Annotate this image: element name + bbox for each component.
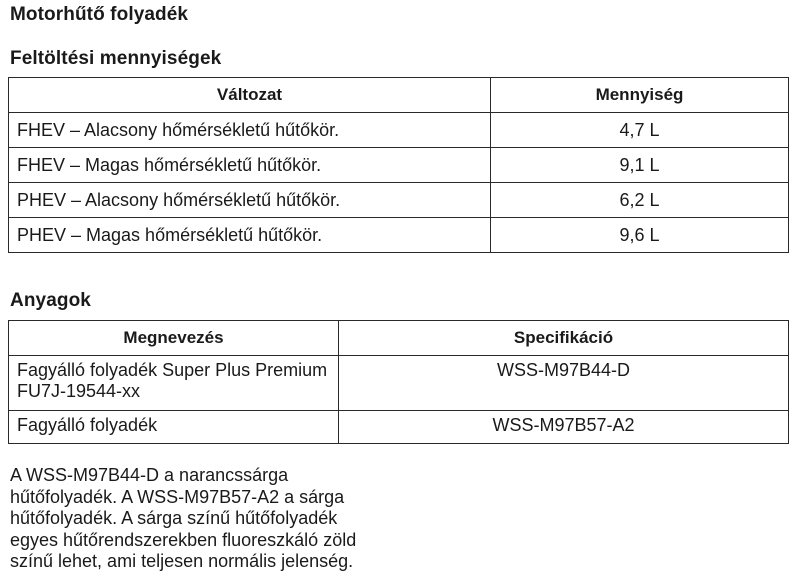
- column-header-name: Megnevezés: [9, 321, 339, 356]
- material-part-number: FU7J-19544-xx: [17, 381, 141, 401]
- table-row: [9, 183, 789, 218]
- material-name-line: Fagyálló folyadék: [17, 415, 158, 435]
- variant-cell: PHEV – Alacsony hőmérsékletű hűtőkör.: [9, 183, 491, 218]
- materials-heading: Anyagok: [10, 290, 91, 311]
- note-line: színű lehet, ami teljesen normális jelenség.: [10, 551, 354, 571]
- table-header-row: [9, 78, 789, 113]
- note-line: egyes hűtőrendszerekben fluoreszkáló zöld: [10, 529, 357, 550]
- quantity-cell: 4,7 L: [491, 113, 789, 148]
- table-row: [9, 218, 789, 253]
- column-header-specification: Specifikáció: [339, 321, 789, 356]
- column-header-quantity: Mennyiség: [491, 78, 789, 113]
- quantity-cell: 9,1 L: [491, 148, 789, 183]
- column-header-variant: Változat: [9, 78, 491, 113]
- variant-cell: FHEV – Magas hőmérsékletű hűtőkör.: [9, 148, 491, 183]
- fill-quantities-heading: Feltöltési mennyiségek: [10, 48, 222, 69]
- material-name-cell: [9, 356, 339, 411]
- table-row: [9, 113, 789, 148]
- table-header-row: [9, 321, 789, 356]
- variant-cell: FHEV – Alacsony hőmérsékletű hűtőkör.: [9, 113, 491, 148]
- note-line: hűtőfolyadék. A sárga színű hűtőfolyadék: [10, 508, 338, 528]
- fill-quantities-table: [8, 77, 789, 253]
- note-line: hűtőfolyadék. A WSS-M97B57-A2 a sárga: [10, 486, 345, 507]
- coolant-note: [10, 465, 405, 573]
- quantity-cell: 9,6 L: [491, 218, 789, 253]
- table-row: [9, 411, 789, 444]
- specification-cell: WSS-M97B44-D: [339, 356, 789, 411]
- material-name-cell: [9, 411, 339, 444]
- table-row: [9, 356, 789, 411]
- variant-cell: PHEV – Magas hőmérsékletű hűtőkör.: [9, 218, 491, 253]
- note-line: A WSS-M97B44-D a narancssárga: [10, 465, 289, 485]
- material-name-line: Fagyálló folyadék Super Plus Premium: [17, 360, 328, 380]
- table-row: [9, 148, 789, 183]
- page-title: Motorhűtő folyadék: [10, 4, 189, 25]
- materials-table: [8, 320, 789, 444]
- specification-cell: WSS-M97B57-A2: [339, 411, 789, 444]
- quantity-cell: 6,2 L: [491, 183, 789, 218]
